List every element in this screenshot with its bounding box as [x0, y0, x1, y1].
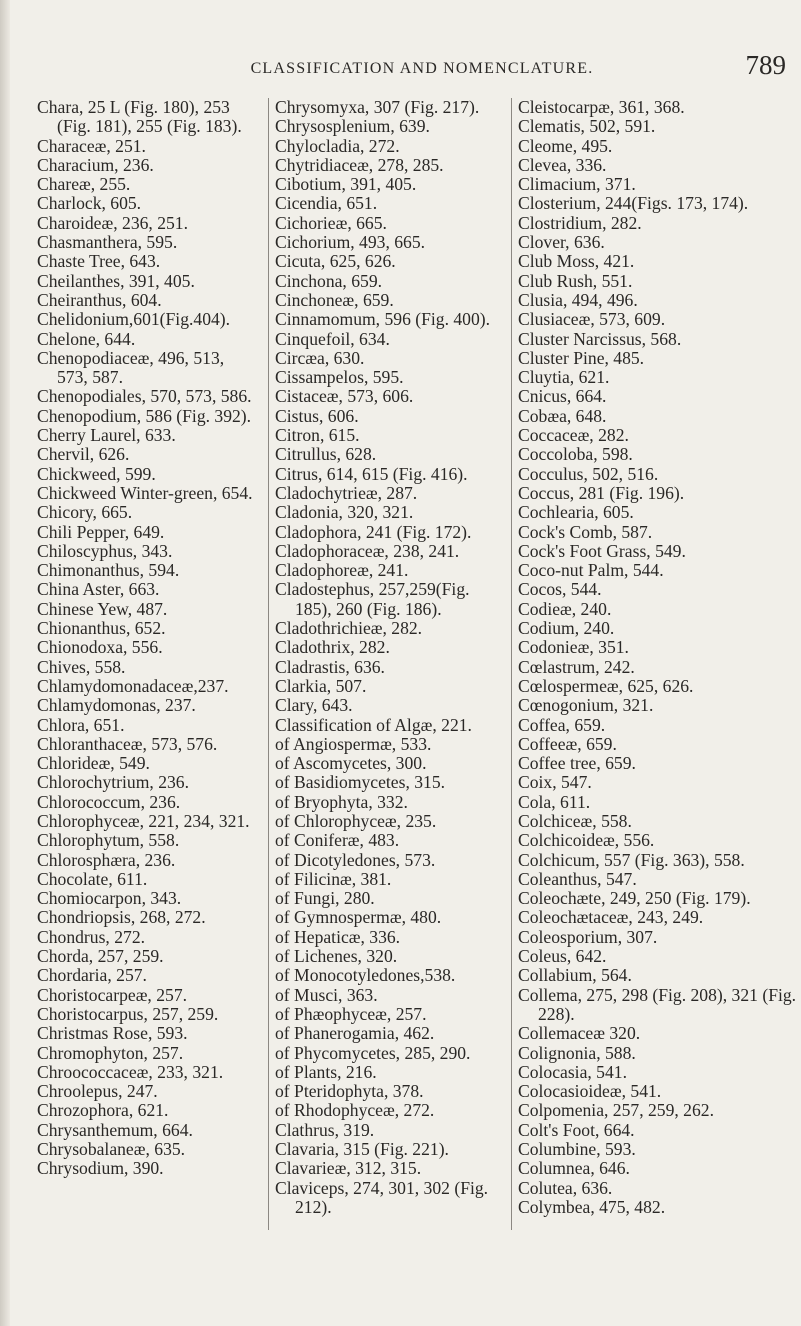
index-entry: Classification of Algæ, 221.: [275, 714, 472, 735]
page-number: 789: [745, 50, 786, 80]
index-entry: Cinchoneæ, 659.: [275, 289, 394, 310]
page-header: [118, 48, 786, 88]
index-entry: Coccus, 281 (Fig. 196).: [518, 482, 685, 503]
index-entry: Colchicoideæ, 556.: [518, 830, 655, 851]
index-entry: Choristocarpus, 257, 259.: [37, 1003, 219, 1024]
index-entry: Charlock, 605.: [37, 193, 142, 214]
index-entry: Cœlospermeæ, 625, 626.: [518, 675, 694, 696]
index-entry: Coix, 547.: [518, 772, 592, 793]
index-entry: Cladrastis, 636.: [275, 656, 385, 677]
index-entry: Coccoloba, 598.: [518, 444, 633, 465]
index-entry: Chlorococcum, 236.: [37, 791, 181, 812]
index-entry: Colocasioideæ, 541.: [518, 1081, 662, 1102]
index-entry: Chelidonium,601(Fig.404).: [37, 309, 231, 330]
index-entry: Chlorosphæra, 236.: [37, 849, 176, 870]
index-entry: Chenopodiales, 570, 573, 586.: [37, 386, 252, 407]
index-entry: Colchicum, 557 (Fig. 363), 558.: [518, 849, 745, 870]
page-binding-edge: [0, 0, 10, 1326]
index-entry: Club Moss, 421.: [518, 251, 635, 272]
index-entry: of Lichenes, 320.: [275, 946, 398, 967]
index-entry: Colymbea, 475, 482.: [518, 1196, 666, 1217]
index-entry: Coleanthus, 547.: [518, 868, 637, 889]
index-column-3: [511, 98, 798, 1230]
index-entry: Cistus, 606.: [275, 405, 359, 426]
index-entry: Colt's Foot, 664.: [518, 1119, 635, 1140]
index-entry: of Coniferæ, 483.: [275, 830, 400, 851]
index-entry: Chlamydomonadaceæ,237.: [37, 675, 229, 696]
index-entry: Cichorieæ, 665.: [275, 212, 387, 233]
index-entry: Coffeeæ, 659.: [518, 733, 617, 754]
index-entry: Cladochytrieæ, 287.: [275, 482, 418, 503]
index-entry: Clematis, 502, 591.: [518, 116, 656, 137]
index-entry: Cinquefoil, 634.: [275, 328, 390, 349]
index-entry: Colutea, 636.: [518, 1177, 613, 1198]
index-entry: Cladonia, 320, 321.: [275, 502, 414, 523]
index-entry: Cola, 611.: [518, 791, 591, 812]
index-entry: Chrysanthemum, 664.: [37, 1119, 193, 1140]
index-entry: China Aster, 663.: [37, 579, 160, 600]
index-entry: of Ascomycetes, 300.: [275, 753, 427, 774]
index-entry: Cœlastrum, 242.: [518, 656, 635, 677]
index-entry: Cissampelos, 595.: [275, 367, 404, 388]
index-entry: Chicory, 665.: [37, 502, 133, 523]
index-entry: Cocos, 544.: [518, 579, 602, 600]
index-entry: Chlorophyceæ, 221, 234, 321.: [37, 810, 250, 831]
index-entry: Chaste Tree, 643.: [37, 251, 161, 272]
index-entry: Cheiranthus, 604.: [37, 289, 162, 310]
index-entry: Cock's Comb, 587.: [518, 521, 653, 542]
index-entry: Chlorophytum, 558.: [37, 830, 180, 851]
index-entry: Clavaria, 315 (Fig. 221).: [275, 1139, 449, 1160]
index-entry: Chasmanthera, 595.: [37, 232, 178, 253]
index-entry: Colchiceæ, 558.: [518, 810, 632, 831]
index-entry: Colpomenia, 257, 259, 262.: [518, 1100, 714, 1121]
index-entry: Cocculus, 502, 516.: [518, 463, 659, 484]
index-entry: Coleochætaceæ, 243, 249.: [518, 907, 704, 928]
index-entry: of Chlorophyceæ, 235.: [275, 810, 437, 831]
index-entry: of Basidiomycetes, 315.: [275, 772, 446, 793]
index-entry: Codium, 240.: [518, 618, 615, 639]
index-entry: Chionanthus, 652.: [37, 618, 166, 639]
index-entry: Codonieæ, 351.: [518, 637, 629, 658]
index-entry: Citron, 615.: [275, 425, 360, 446]
index-entry: Cheilanthes, 391, 405.: [37, 270, 195, 291]
index-entry: of Filicinæ, 381.: [275, 868, 392, 889]
index-entry: Clavarieæ, 312, 315.: [275, 1158, 422, 1179]
index-entry: Cœnogonium, 321.: [518, 695, 654, 716]
index-entry: of Bryophyta, 332.: [275, 791, 408, 812]
index-entry: Chervil, 626.: [37, 444, 130, 465]
index-entry: Charoideæ, 236, 251.: [37, 212, 188, 233]
index-entry: Collemaceæ 320.: [518, 1023, 641, 1044]
index-entry: Columnea, 646.: [518, 1158, 630, 1179]
index-entry: Chromophyton, 257.: [37, 1042, 184, 1063]
index-entry: Cistaceæ, 573, 606.: [275, 386, 414, 407]
index-entry: Cladophora, 241 (Fig. 172).: [275, 521, 472, 542]
index-entry: Cinnamomum, 596 (Fig. 400).: [275, 309, 491, 330]
index-entry: Clarkia, 507.: [275, 675, 367, 696]
index-entry: of Gymnospermæ, 480.: [275, 907, 442, 928]
index-entry: Characeæ, 251.: [37, 135, 146, 156]
index-entry: of Angiospermæ, 533.: [275, 733, 432, 754]
index-entry: Club Rush, 551.: [518, 270, 633, 291]
index-entry: Colocasia, 541.: [518, 1061, 627, 1082]
index-entry: Chickweed, 599.: [37, 463, 156, 484]
index-entry: Climacium, 371.: [518, 174, 636, 195]
running-head: CLASSIFICATION AND NOMENCLATURE.: [250, 60, 594, 77]
index-entry: Clathrus, 319.: [275, 1119, 375, 1140]
index-entry: Chroococcaceæ, 233, 321.: [37, 1061, 224, 1082]
index-entry: Coleus, 642.: [518, 946, 607, 967]
index-entry: Cluster Narcissus, 568.: [518, 328, 682, 349]
index-entry: Cock's Foot Grass, 549.: [518, 540, 686, 561]
index-entry: Cladothrichieæ, 282.: [275, 618, 423, 639]
index-entry: Clusia, 494, 496.: [518, 289, 638, 310]
index-entry: Cochlearia, 605.: [518, 502, 634, 523]
index-entry: Characium, 236.: [37, 154, 154, 175]
index-entry: Chiloscyphus, 343.: [37, 540, 173, 561]
index-entry: Coleochæte, 249, 250 (Fig. 179).: [518, 888, 751, 909]
index-column-1: [37, 98, 259, 1179]
index-entry: Clover, 636.: [518, 232, 605, 253]
index-entry: Cladophoraceæ, 238, 241.: [275, 540, 460, 561]
index-entry: of Phanerogamia, 462.: [275, 1023, 435, 1044]
index-entry: Closterium, 244(Figs. 173, 174).: [518, 193, 749, 214]
index-entry: of Phycomycetes, 285, 290.: [275, 1042, 471, 1063]
index-entry: Chorda, 257, 259.: [37, 946, 164, 967]
index-entry: Coffea, 659.: [518, 714, 606, 735]
index-entry: Chickweed Winter-green, 654.: [37, 482, 253, 503]
index-entry: Chenopodiaceæ, 496, 513, 573, 587.: [37, 347, 225, 388]
index-entry: Chareæ, 255.: [37, 174, 131, 195]
index-entry: Chloranthaceæ, 573, 576.: [37, 733, 218, 754]
index-entry: Circæa, 630.: [275, 347, 365, 368]
index-entry: of Dicotyledones, 573.: [275, 849, 436, 870]
index-entry: Columbine, 593.: [518, 1139, 636, 1160]
index-entry: of Monocotyledones,538.: [275, 965, 456, 986]
index-entry: Chara, 25 L (Fig. 180), 253 (Fig. 181), 255 (Fig. 183).: [37, 97, 242, 137]
index-entry: Cnicus, 664.: [518, 386, 607, 407]
index-entry: Chlamydomonas, 237.: [37, 695, 196, 716]
index-entry: Citrullus, 628.: [275, 444, 377, 465]
index-entry: Citrus, 614, 615 (Fig. 416).: [275, 463, 468, 484]
index-entry: Chrysobalaneæ, 635.: [37, 1139, 186, 1160]
index-entry: Chrozophora, 621.: [37, 1100, 169, 1121]
index-entry: Cladophoreæ, 241.: [275, 560, 409, 581]
index-entry: Cladothrix, 282.: [275, 637, 390, 658]
index-entry: of Phæophyceæ, 257.: [275, 1003, 427, 1024]
index-entry: of Hepaticæ, 336.: [275, 926, 401, 947]
index-entry: Chondrus, 272.: [37, 926, 146, 947]
index-entry: Clostridium, 282.: [518, 212, 642, 233]
index-entry: Cibotium, 391, 405.: [275, 174, 417, 195]
index-entry: Chytridiaceæ, 278, 285.: [275, 154, 444, 175]
index-entry: Chlorochytrium, 236.: [37, 772, 189, 793]
index-entry: Chondriopsis, 268, 272.: [37, 907, 206, 928]
index-column-2: [268, 98, 505, 1230]
index-entry: Cicendia, 651.: [275, 193, 378, 214]
index-entry: Coffee tree, 659.: [518, 753, 636, 774]
index-entry: Claviceps, 274, 301, 302 (Fig. 212).: [275, 1177, 489, 1217]
index-entry: Chocolate, 611.: [37, 868, 148, 889]
index-entry: Cichorium, 493, 665.: [275, 232, 426, 253]
index-entry: Cobæa, 648.: [518, 405, 607, 426]
index-entry: Chrysosplenium, 639.: [275, 116, 430, 137]
index-entry: Chelone, 644.: [37, 328, 136, 349]
index-entry: Cleome, 495.: [518, 135, 613, 156]
index-entry: Chrysomyxa, 307 (Fig. 217).: [275, 97, 480, 117]
index-entry: Coleosporium, 307.: [518, 926, 658, 947]
index-entry: Chionodoxa, 556.: [37, 637, 163, 658]
index-entry: Cluytia, 621.: [518, 367, 610, 388]
index-entry: Clusiaceæ, 573, 609.: [518, 309, 666, 330]
index-entry: Chroolepus, 247.: [37, 1081, 158, 1102]
index-entry: Chenopodium, 586 (Fig. 392).: [37, 405, 252, 426]
index-entry: Chylocladia, 272.: [275, 135, 400, 156]
index-entry: Cleistocarpæ, 361, 368.: [518, 97, 685, 117]
index-entry: of Plants, 216.: [275, 1061, 377, 1082]
index-entry: Cinchona, 659.: [275, 270, 383, 291]
index-entry: Collabium, 564.: [518, 965, 632, 986]
index-entry: Chimonanthus, 594.: [37, 560, 180, 581]
index-entry: Chrysodium, 390.: [37, 1158, 164, 1179]
index-entry: Cladostephus, 257,259(Fig. 185), 260 (Fig. 186).: [275, 579, 470, 619]
index-entry: Clary, 643.: [275, 695, 353, 716]
index-entry: Chinese Yew, 487.: [37, 598, 168, 619]
index-entry: Christmas Rose, 593.: [37, 1023, 188, 1044]
index-entry: of Fungi, 280.: [275, 888, 375, 909]
index-entry: Collema, 275, 298 (Fig. 208), 321 (Fig. 228).: [518, 984, 797, 1024]
index-entry: Coco-nut Palm, 544.: [518, 560, 664, 581]
index-entry: Clevea, 336.: [518, 154, 607, 175]
index-entry: Cherry Laurel, 633.: [37, 425, 176, 446]
index-entry: Coccaceæ, 282.: [518, 425, 629, 446]
index-entry: Chlora, 651.: [37, 714, 125, 735]
index-entry: Chomiocarpon, 343.: [37, 888, 182, 909]
index-entry: of Musci, 363.: [275, 984, 378, 1005]
index-entry: of Rhodophyceæ, 272.: [275, 1100, 435, 1121]
index-entry: Cicuta, 625, 626.: [275, 251, 396, 272]
index-entry: Choristocarpeæ, 257.: [37, 984, 188, 1005]
index-entry: Chordaria, 257.: [37, 965, 147, 986]
index-entry: Chives, 558.: [37, 656, 126, 677]
index-entry: of Pteridophyta, 378.: [275, 1081, 424, 1102]
index-entry: Codieæ, 240.: [518, 598, 612, 619]
index-entry: Chlorideæ, 549.: [37, 753, 150, 774]
index-entry: Chili Pepper, 649.: [37, 521, 165, 542]
index-entry: Colignonia, 588.: [518, 1042, 636, 1063]
index-entry: Cluster Pine, 485.: [518, 347, 645, 368]
